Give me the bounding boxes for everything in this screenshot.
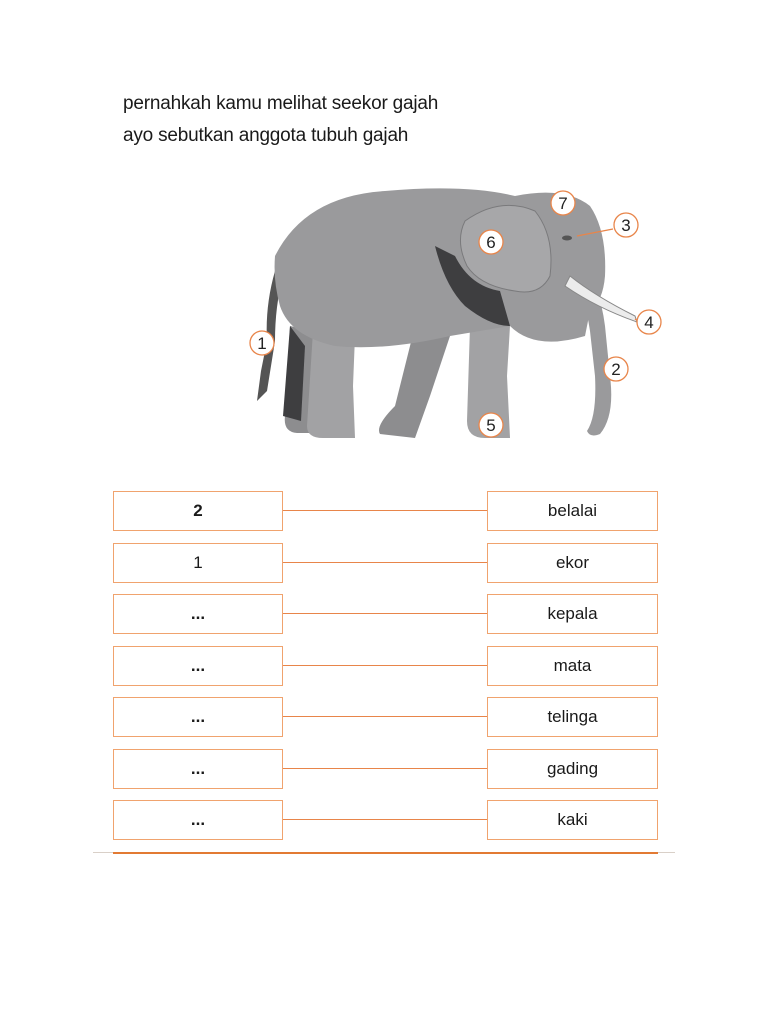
connector-line-4 (283, 665, 487, 666)
part-box-7: kaki (487, 800, 658, 840)
part-box-1: belalai (487, 491, 658, 531)
callout-label-4: 4 (644, 313, 654, 332)
answer-box-7[interactable]: ... (113, 800, 283, 840)
part-box-5: telinga (487, 697, 658, 737)
elephant-illustration (235, 176, 675, 446)
match-row-2 (113, 543, 658, 583)
connector-line-5 (283, 716, 487, 717)
match-row-6 (113, 749, 658, 789)
answer-box-2[interactable]: 1 (113, 543, 283, 583)
intro-line-2: ayo sebutkan anggota tubuh gajah (123, 125, 409, 146)
callout-4 (637, 310, 661, 334)
elephant-figure (235, 176, 675, 446)
part-box-3: kepala (487, 594, 658, 634)
match-row-3 (113, 594, 658, 634)
answer-box-3[interactable]: ... (113, 594, 283, 634)
part-box-2: ekor (487, 543, 658, 583)
connector-line-1 (283, 510, 487, 511)
connector-line-7 (283, 819, 487, 820)
connector-line-2 (283, 562, 487, 563)
callout-7 (551, 191, 575, 215)
callout-2 (604, 357, 628, 381)
hind-leg-front (307, 331, 355, 438)
part-box-6: gading (487, 749, 658, 789)
match-row-5 (113, 697, 658, 737)
callout-1 (250, 331, 274, 355)
callout-5 (479, 413, 503, 437)
intro-line-1: pernahkah kamu melihat seekor gajah (123, 93, 439, 114)
connector-line-6 (283, 768, 487, 769)
callout-label-7: 7 (558, 194, 568, 213)
answer-box-1[interactable]: 2 (113, 491, 283, 531)
match-row-7 (113, 800, 658, 840)
footer-accent-bar (113, 852, 658, 854)
callout-label-1: 1 (257, 334, 267, 353)
part-box-4: mata (487, 646, 658, 686)
answer-box-4[interactable]: ... (113, 646, 283, 686)
instructions (123, 88, 438, 152)
callout-label-5: 5 (486, 416, 496, 435)
callout-label-2: 2 (611, 360, 621, 379)
callout-label-6: 6 (486, 233, 496, 252)
eye-shape (562, 236, 572, 241)
connector-line-3 (283, 613, 487, 614)
callout-3 (614, 213, 638, 237)
callout-label-3: 3 (621, 216, 631, 235)
answer-box-6[interactable]: ... (113, 749, 283, 789)
callout-6 (479, 230, 503, 254)
match-row-1 (113, 491, 658, 531)
answer-box-5[interactable]: ... (113, 697, 283, 737)
match-row-4 (113, 646, 658, 686)
